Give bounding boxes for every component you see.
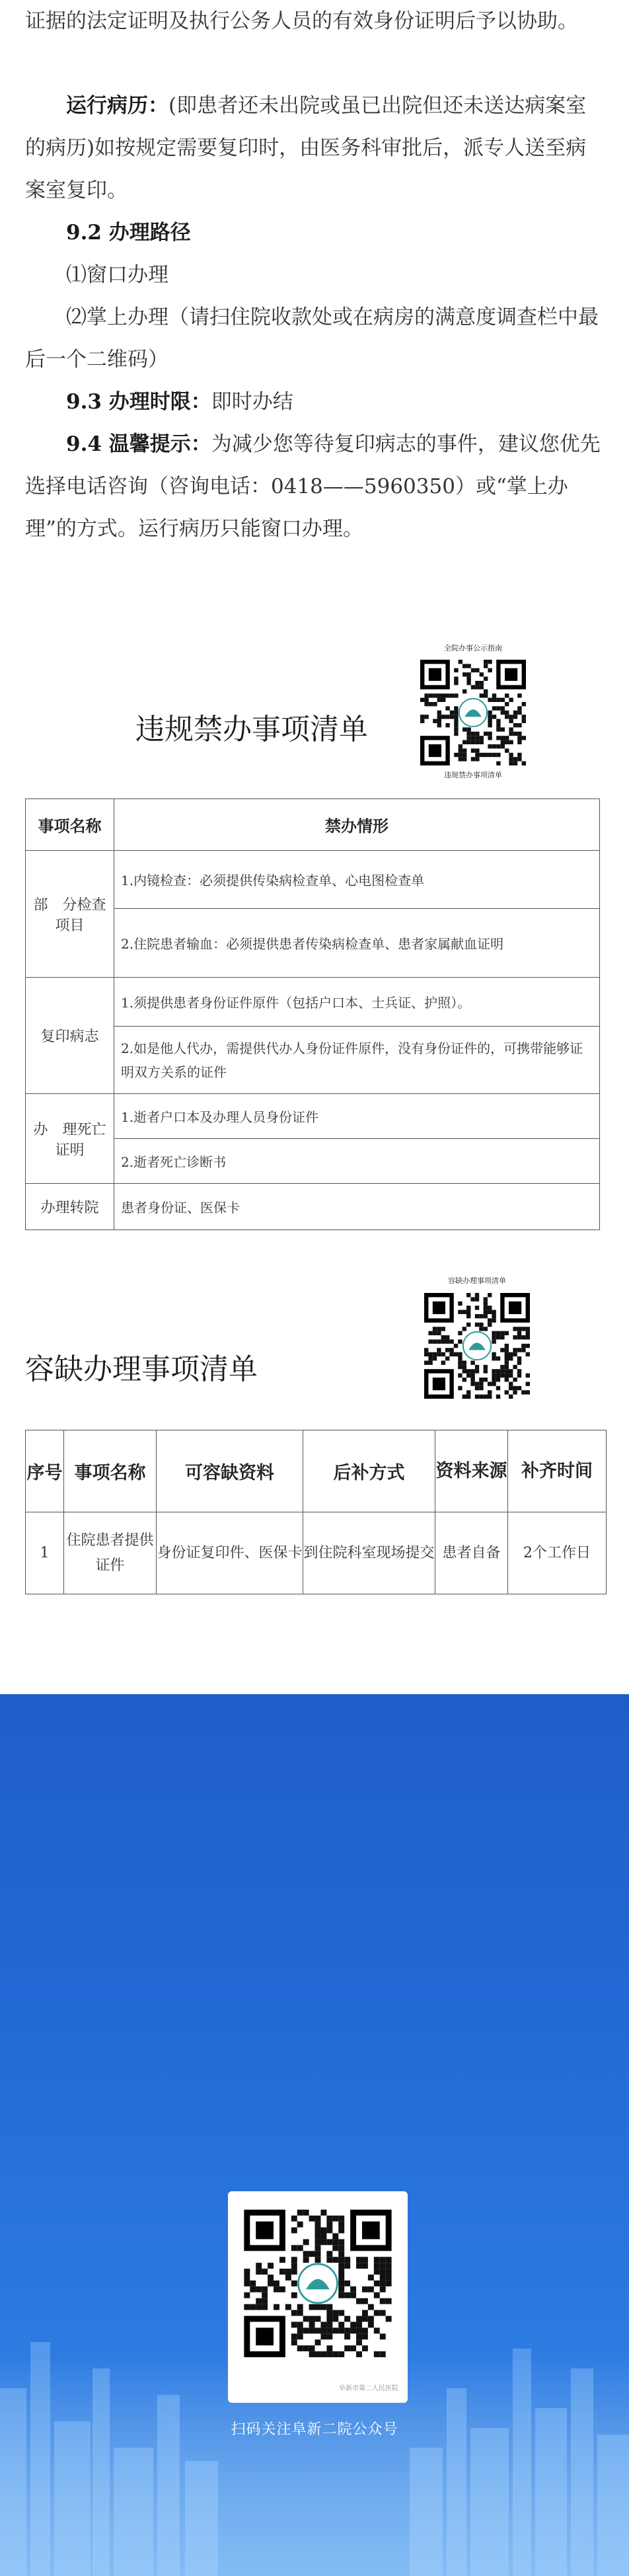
- qr-caption-bottom: 违规禁办事项清单: [444, 771, 502, 779]
- footer-banner: [0, 1694, 629, 2576]
- row-cell: 住院患者提供证件: [64, 1512, 157, 1594]
- row-detail: 1.逝者户口本及办理人员身份证件: [114, 1094, 600, 1139]
- paragraph-text: 即时办结: [211, 390, 293, 414]
- heading-text: 9.2 办理路径: [66, 221, 191, 245]
- option-window: [25, 254, 607, 296]
- row-cell: 患者自备: [435, 1512, 508, 1594]
- heading-9-2: [25, 212, 607, 254]
- header-detail: 禁办情形: [114, 799, 600, 851]
- row-category: 部 分检查项目: [26, 851, 114, 978]
- row-cell: 身份证复印件、医保卡: [157, 1512, 303, 1594]
- paragraph-text: 为减少您等待复印病志的事件，建议您优先选择电话咨询（咨询电话：0418——5960350）或“掌上办理”的方式。运行病历只能窗口办理。: [25, 432, 601, 541]
- option-text: ⑴窗口办理: [66, 263, 168, 287]
- row-detail: 1.内镜检查：必须提供传染病检查单、心电图检查单: [114, 851, 600, 909]
- row-category: 办 理死亡证明: [26, 1094, 114, 1184]
- tolerance-list-title: 容缺办理事项清单: [25, 1352, 258, 1386]
- hospital-logo-icon: [459, 699, 487, 726]
- paragraph-running-record: [25, 85, 607, 212]
- hospital-logo-icon: [463, 1332, 491, 1360]
- option-text: ⑵掌上办理（请扫住院收款处或在病房的满意度调查栏中最后一个二维码）: [25, 305, 599, 371]
- heading-text: 9.3 办理时限：: [66, 390, 211, 414]
- header-cell: 可容缺资料: [157, 1430, 303, 1512]
- paragraph-text: (即患者还未出院或虽已出院但还未送达病案室的病历)如按规定需要复印时，由医务科审批后，派专人送至病案室复印。: [25, 94, 587, 202]
- row-cell: 2个工作日: [508, 1512, 607, 1594]
- option-mobile: [25, 296, 607, 381]
- qr-code-icon[interactable]: [239, 2203, 397, 2362]
- forbidden-list-title: 违规禁办事项清单: [135, 713, 368, 746]
- table-row: [26, 851, 600, 909]
- footer-qr-caption: 扫码关注阜新二院公众号: [231, 2421, 398, 2438]
- qr-code-icon[interactable]: [420, 1288, 534, 1402]
- header-cell: 后补方式: [303, 1430, 435, 1512]
- heading-9-3: [25, 381, 607, 423]
- row-detail: 患者身份证、医保卡: [114, 1184, 600, 1230]
- qr-caption-top: 容缺办理事项清单: [448, 1276, 506, 1285]
- paragraph-continued: [25, 0, 607, 42]
- forbidden-qr-block: [416, 641, 530, 783]
- table-header-row: [26, 1430, 607, 1512]
- table-row: [26, 1512, 607, 1594]
- row-category: 办理转院: [26, 1184, 114, 1230]
- table-row: [26, 1094, 600, 1139]
- heading-9-4: [25, 423, 607, 550]
- header-cell: 补齐时间: [508, 1430, 607, 1512]
- tolerance-table: [25, 1430, 607, 1594]
- header-item: 事项名称: [26, 799, 114, 851]
- qr-code-icon[interactable]: [416, 656, 530, 768]
- table-row: [26, 1184, 600, 1230]
- row-detail: 1.须提供患者身份证件原件（包括户口本、士兵证、护照）。: [114, 978, 600, 1027]
- qr-small-label: 阜新市第二人民医院: [339, 2385, 398, 2392]
- forbidden-table: [25, 799, 600, 1230]
- qr-caption-top: 全院办事公示指南: [444, 644, 502, 652]
- label-running-record: 运行病历：: [66, 94, 168, 118]
- table-header-row: [26, 799, 600, 851]
- header-cell: 事项名称: [64, 1430, 157, 1512]
- hospital-logo-icon: [299, 2264, 338, 2303]
- paragraph-text: 证据的法定证明及执行公务人员的有效身份证明后予以协助。: [25, 9, 578, 33]
- row-cell: 到住院科室现场提交: [303, 1512, 435, 1594]
- city-skyline-decoration: [0, 1694, 629, 2576]
- table-row: [26, 978, 600, 1027]
- footer-qr-card: [228, 2191, 408, 2403]
- tolerance-qr-block: [420, 1274, 534, 1406]
- row-detail: 2.逝者死亡诊断书: [114, 1139, 600, 1184]
- header-cell: 序号: [26, 1430, 64, 1512]
- row-cell: 1: [26, 1512, 64, 1594]
- row-detail: 2.如是他人代办，需提供代办人身份证件原件，没有身份证件的，可携带能够证明双方关系的证件: [114, 1027, 600, 1094]
- row-category: 复印病志: [26, 978, 114, 1094]
- header-cell: 资料来源: [435, 1430, 508, 1512]
- heading-text: 9.4 温馨提示：: [66, 432, 211, 456]
- row-detail: 2.住院患者输血：必须提供患者传染病检查单、患者家属献血证明: [114, 909, 600, 978]
